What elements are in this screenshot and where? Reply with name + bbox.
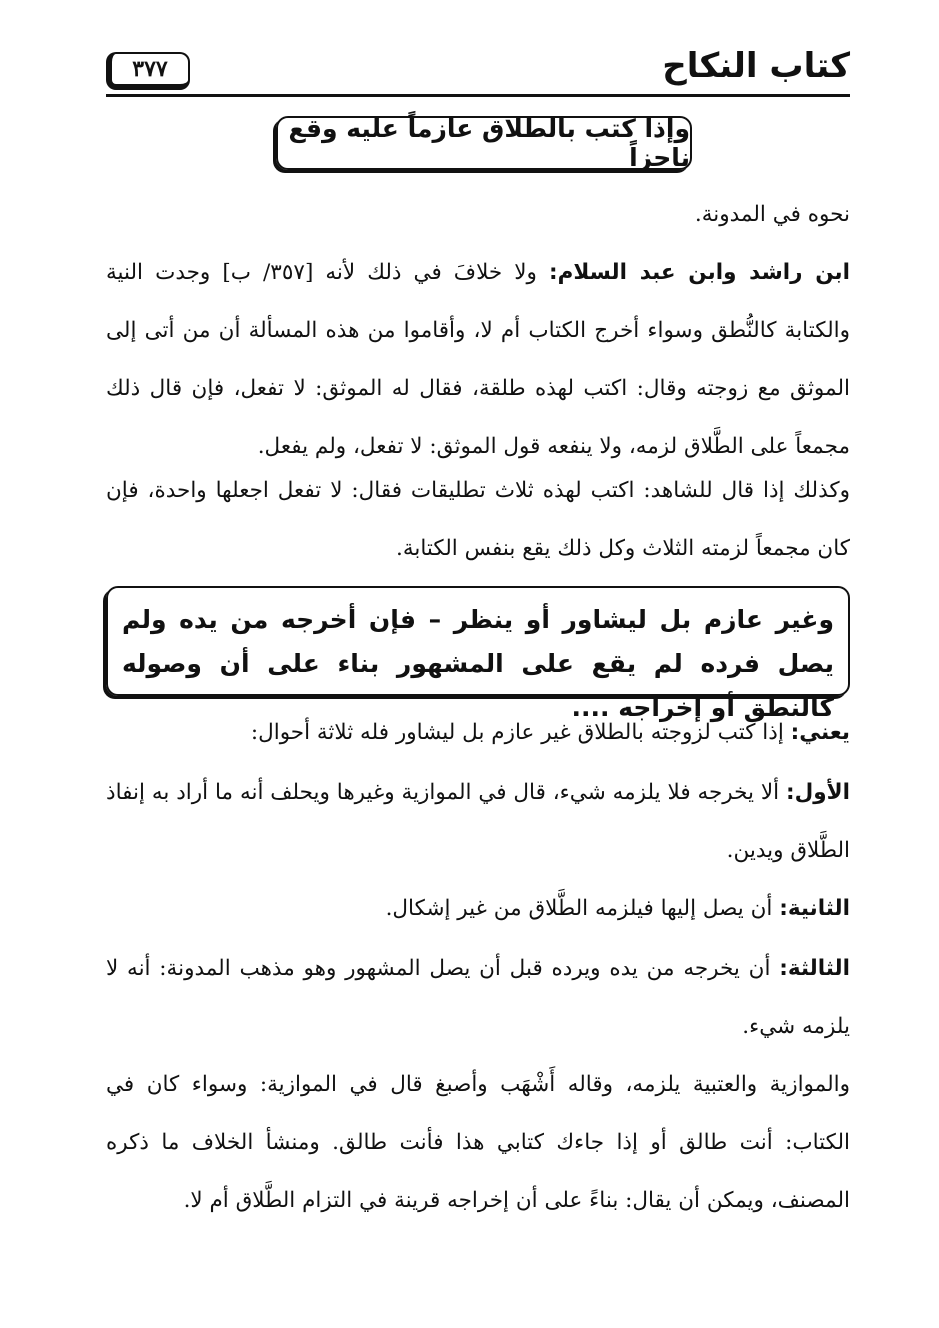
paragraph-2 <box>106 244 850 476</box>
chapter-title: كتاب النكاح <box>662 46 850 86</box>
page-number: ٣٧٧ <box>106 52 190 90</box>
matn-verse-1: وإذا كتب بالطلاق عازماً عليه وقع ناجزاً <box>276 116 692 170</box>
paragraph-7 <box>106 940 850 1056</box>
paragraph-5-text: ألا يخرجه فلا يلزمه شيء، قال في الموازية وغيرها ويحلف أنه ما أراد به إنفاذ الطَّلاق ويدين. <box>106 780 850 863</box>
paragraph-2-text: ولا خلافَ في ذلك لأنه [٣٥٧/ ب] وجدت النية والكتابة كالنُّطق وسواء أخرج الكتاب أم لا، وأقاموا من هذه المسألة أن من أتى إلى الموثق مع زوجته وقال: اكتب لهذه طلقة، فقال له الموثق: لا تفعل، فإن قال ذلك مجمعاً على الطَّلاق لزمه، ولا ينفعه قول الموثق: لا تفعل، ولم يفعل. <box>106 260 850 459</box>
paragraph-8: والموازية والعتبية يلزمه، وقاله أَشْهَب وأصبغ قال في الموازية: وسواء كان في الكتاب: أنت طالق أو إذا جاءك كتابي هذا فأنت طالق. ومنشأ الخلاف ما ذكره المصنف، ويمكن أن يقال: بناءً على أن إخراجه قرينة في التزام الطَّلاق أم لا. <box>106 1072 850 1213</box>
paragraph-5 <box>106 764 850 880</box>
paragraph-1: نحوه في المدونة. <box>694 202 850 227</box>
paragraph-7-text: أن يخرجه من يده ويرده قبل أن يصل المشهور وهو مذهب المدونة: أنه لا يلزمه شيء. <box>106 956 850 1039</box>
paragraph-6 <box>106 880 850 938</box>
paragraph-2-lead: ابن راشد وابن عبد السلام: <box>549 260 850 285</box>
paragraph-4 <box>106 704 850 762</box>
paragraph-4-text: إذا كتب لزوجته بالطلاق غير عازم بل ليشاور فله ثلاثة أحوال: <box>250 720 791 745</box>
header-divider <box>106 94 850 97</box>
paragraph-7-lead: الثالثة: <box>779 956 850 981</box>
page-header <box>106 44 850 100</box>
paragraph-6-lead: الثانية: <box>779 896 850 921</box>
matn-verse-2: وغير عازم بل ليشاور أو ينظر – فإن أخرجه من يده ولم يصل فرده لم يقع على المشهور بناء على أن وصوله كالنطق أو إخراجه .... <box>106 586 850 696</box>
paragraph-3: وكذلك إذا قال للشاهد: اكتب لهذه ثلاث تطليقات فقال: لا تفعل اجعلها واحدة، فإن كان مجمعاً لزمته الثلاث وكل ذلك يقع بنفس الكتابة. <box>106 478 850 561</box>
paragraph-4-lead: يعني: <box>790 720 850 745</box>
paragraph-6-text: أن يصل إليها فيلزمه الطَّلاق من غير إشكال. <box>385 896 780 921</box>
paragraph-5-lead: الأول: <box>786 780 850 805</box>
